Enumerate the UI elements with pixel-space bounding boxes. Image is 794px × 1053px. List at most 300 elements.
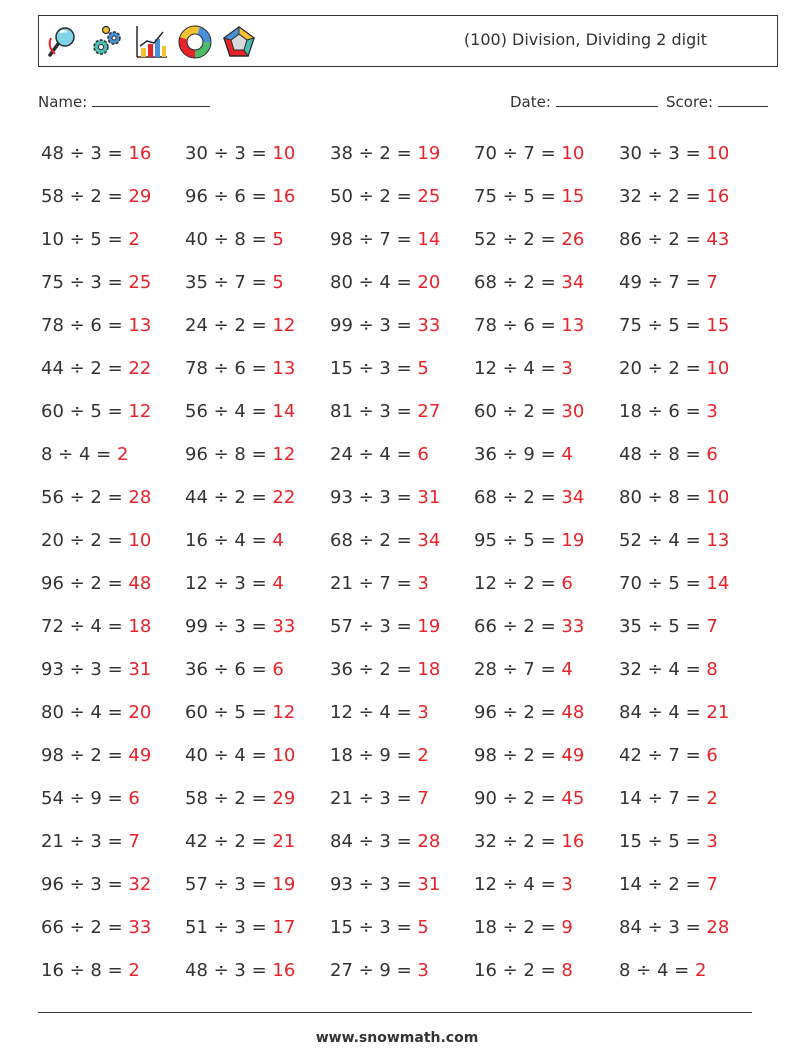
problem-item [330, 742, 429, 770]
problem-question: 18 ÷ 6 = [619, 401, 701, 422]
problem-item [619, 441, 718, 469]
problem-question: 12 ÷ 4 = [330, 702, 412, 723]
problem-question: 14 ÷ 7 = [619, 788, 701, 809]
problem-answer: 32 [128, 874, 152, 895]
problem-question: 66 ÷ 2 = [474, 616, 556, 637]
problem-answer: 12 [128, 401, 152, 422]
problem-item [330, 140, 440, 168]
problem-answer: 31 [128, 659, 152, 680]
problem-question: 48 ÷ 3 = [41, 143, 123, 164]
problem-item [330, 183, 440, 211]
problem-item [330, 785, 429, 813]
problem-answer: 26 [561, 229, 585, 250]
problem-question: 50 ÷ 2 = [330, 186, 412, 207]
problem-answer: 25 [417, 186, 441, 207]
problem-row [41, 441, 761, 484]
problem-answer: 6 [706, 745, 718, 766]
problem-item [185, 957, 295, 985]
problem-row [41, 699, 761, 742]
problem-answer: 28 [417, 831, 441, 852]
problem-answer: 5 [272, 229, 284, 250]
problem-item [185, 699, 295, 727]
problem-item [619, 183, 729, 211]
date-label: Date: [510, 93, 551, 111]
problem-item [185, 527, 284, 555]
problem-question: 75 ÷ 3 = [41, 272, 123, 293]
problem-answer: 7 [706, 272, 718, 293]
problem-question: 81 ÷ 3 = [330, 401, 412, 422]
problem-item [41, 527, 151, 555]
problem-item [619, 656, 718, 684]
problem-item [330, 269, 440, 297]
problem-item [619, 226, 729, 254]
problem-question: 95 ÷ 5 = [474, 530, 556, 551]
problem-question: 80 ÷ 8 = [619, 487, 701, 508]
problem-item [41, 570, 151, 598]
problem-answer: 13 [561, 315, 585, 336]
problem-item [185, 355, 295, 383]
problem-answer: 33 [128, 917, 152, 938]
problem-answer: 29 [128, 186, 152, 207]
problem-question: 54 ÷ 9 = [41, 788, 123, 809]
problem-answer: 14 [417, 229, 441, 250]
problem-question: 44 ÷ 2 = [185, 487, 267, 508]
problem-question: 66 ÷ 2 = [41, 917, 123, 938]
problem-question: 30 ÷ 3 = [185, 143, 267, 164]
problem-item [185, 312, 295, 340]
problem-answer: 2 [706, 788, 718, 809]
problem-question: 35 ÷ 7 = [185, 272, 267, 293]
problem-answer: 6 [561, 573, 573, 594]
name-line[interactable] [92, 92, 210, 107]
problem-question: 24 ÷ 2 = [185, 315, 267, 336]
growth-chart-icon [133, 24, 169, 60]
problem-question: 80 ÷ 4 = [330, 272, 412, 293]
problem-item [41, 957, 140, 985]
problem-row [41, 269, 761, 312]
problem-answer: 10 [272, 143, 296, 164]
problem-answer: 22 [128, 358, 152, 379]
problem-answer: 29 [272, 788, 296, 809]
problem-question: 72 ÷ 4 = [41, 616, 123, 637]
problem-question: 42 ÷ 2 = [185, 831, 267, 852]
problem-question: 99 ÷ 3 = [185, 616, 267, 637]
problem-question: 58 ÷ 2 = [185, 788, 267, 809]
score-label: Score: [666, 93, 714, 111]
problem-answer: 7 [706, 874, 718, 895]
problem-item [330, 355, 429, 383]
problem-row [41, 871, 761, 914]
problem-answer: 8 [706, 659, 718, 680]
problem-item [41, 699, 151, 727]
problem-answer: 12 [272, 444, 296, 465]
problem-answer: 3 [561, 874, 573, 895]
problem-item [185, 656, 284, 684]
problem-grid [41, 140, 761, 1000]
problem-item [330, 656, 440, 684]
problem-question: 10 ÷ 5 = [41, 229, 123, 250]
problem-question: 68 ÷ 2 = [474, 487, 556, 508]
problem-row [41, 828, 761, 871]
problem-item [41, 656, 151, 684]
problem-answer: 33 [272, 616, 296, 637]
problem-question: 48 ÷ 3 = [185, 960, 267, 981]
problem-question: 84 ÷ 3 = [330, 831, 412, 852]
problem-question: 58 ÷ 2 = [41, 186, 123, 207]
problem-answer: 3 [706, 831, 718, 852]
problem-question: 28 ÷ 7 = [474, 659, 556, 680]
problem-question: 99 ÷ 3 = [330, 315, 412, 336]
problem-answer: 45 [561, 788, 585, 809]
problem-question: 68 ÷ 2 = [330, 530, 412, 551]
footer-divider [38, 1012, 752, 1013]
problem-answer: 7 [706, 616, 718, 637]
problem-question: 96 ÷ 8 = [185, 444, 267, 465]
date-field[interactable] [510, 92, 658, 111]
problem-row [41, 140, 761, 183]
problem-question: 93 ÷ 3 = [330, 874, 412, 895]
problem-answer: 14 [706, 573, 730, 594]
problem-question: 12 ÷ 2 = [474, 573, 556, 594]
problem-question: 60 ÷ 2 = [474, 401, 556, 422]
problem-answer: 16 [561, 831, 585, 852]
problem-answer: 20 [128, 702, 152, 723]
score-field[interactable] [666, 92, 768, 111]
problem-question: 68 ÷ 2 = [474, 272, 556, 293]
problem-question: 78 ÷ 6 = [185, 358, 267, 379]
name-field[interactable] [38, 92, 210, 111]
worksheet-title: (100) Division, Dividing 2 digit [463, 30, 707, 49]
problem-answer: 5 [417, 917, 429, 938]
problem-question: 75 ÷ 5 = [619, 315, 701, 336]
problem-question: 18 ÷ 9 = [330, 745, 412, 766]
problem-answer: 3 [417, 573, 429, 594]
problem-question: 21 ÷ 3 = [330, 788, 412, 809]
problem-item [474, 613, 584, 641]
gears-icon [89, 24, 125, 60]
problem-item [474, 871, 573, 899]
problem-item [185, 269, 284, 297]
problem-item [185, 828, 295, 856]
problem-question: 14 ÷ 2 = [619, 874, 701, 895]
problem-item [330, 570, 429, 598]
problem-answer: 10 [706, 143, 730, 164]
problem-item [474, 742, 584, 770]
problem-question: 57 ÷ 3 = [330, 616, 412, 637]
problem-question: 60 ÷ 5 = [185, 702, 267, 723]
problem-item [41, 183, 151, 211]
name-label: Name: [38, 93, 88, 111]
problem-answer: 2 [417, 745, 429, 766]
problem-item [185, 398, 295, 426]
problem-item [619, 312, 729, 340]
problem-answer: 2 [116, 444, 129, 465]
problem-question: 40 ÷ 8 = [185, 229, 267, 250]
problem-question: 51 ÷ 3 = [185, 917, 267, 938]
problem-item [41, 140, 151, 168]
problem-question: 84 ÷ 3 = [619, 917, 701, 938]
donut-chart-icon [177, 24, 213, 60]
problem-item [619, 828, 718, 856]
problem-row [41, 484, 761, 527]
problem-question: 21 ÷ 7 = [330, 573, 412, 594]
problem-item [619, 484, 729, 512]
problem-item [185, 914, 295, 942]
problem-answer: 33 [561, 616, 585, 637]
problem-question: 38 ÷ 2 = [330, 143, 412, 164]
problem-question: 52 ÷ 2 = [474, 229, 556, 250]
problem-item [474, 441, 573, 469]
problem-answer: 4 [561, 659, 573, 680]
problem-question: 35 ÷ 5 = [619, 616, 701, 637]
problem-item [41, 914, 151, 942]
problem-item [474, 828, 584, 856]
problem-answer: 3 [417, 960, 429, 981]
problem-question: 15 ÷ 5 = [619, 831, 701, 852]
problem-answer: 34 [561, 272, 585, 293]
problem-item [474, 355, 573, 383]
problem-answer: 3 [561, 358, 573, 379]
problem-question: 93 ÷ 3 = [330, 487, 412, 508]
problem-item [474, 570, 573, 598]
problem-question: 48 ÷ 8 = [619, 444, 701, 465]
problem-row [41, 355, 761, 398]
problem-question: 40 ÷ 4 = [185, 745, 267, 766]
problem-row [41, 656, 761, 699]
problem-question: 21 ÷ 3 = [41, 831, 123, 852]
problem-item [41, 871, 151, 899]
problem-item [185, 226, 284, 254]
problem-question: 15 ÷ 3 = [330, 917, 412, 938]
problem-question: 98 ÷ 2 = [41, 745, 123, 766]
problem-question: 57 ÷ 3 = [185, 874, 267, 895]
problem-item [330, 226, 440, 254]
problem-item [330, 828, 440, 856]
problem-answer: 9 [561, 917, 573, 938]
problem-answer: 13 [272, 358, 296, 379]
problem-question: 80 ÷ 4 = [41, 702, 123, 723]
problem-question: 78 ÷ 6 = [41, 315, 123, 336]
problem-question: 8 ÷ 4 = [41, 444, 112, 465]
problem-item [619, 527, 729, 555]
problem-question: 49 ÷ 7 = [619, 272, 701, 293]
problem-answer: 20 [417, 272, 441, 293]
problem-answer: 15 [706, 315, 730, 336]
problem-question: 24 ÷ 4 = [330, 444, 412, 465]
problem-answer: 15 [561, 186, 585, 207]
problem-answer: 34 [417, 530, 441, 551]
problem-item [41, 226, 140, 254]
problem-answer: 5 [272, 272, 284, 293]
problem-answer: 49 [128, 745, 152, 766]
problem-question: 36 ÷ 9 = [474, 444, 556, 465]
problem-item [185, 441, 295, 469]
problem-item [619, 699, 729, 727]
problem-answer: 18 [128, 616, 152, 637]
problem-answer: 14 [272, 401, 296, 422]
problem-item [41, 742, 151, 770]
problem-answer: 22 [272, 487, 296, 508]
problem-question: 70 ÷ 7 = [474, 143, 556, 164]
problem-answer: 31 [417, 874, 441, 895]
problem-answer: 3 [417, 702, 429, 723]
problem-answer: 10 [706, 358, 730, 379]
problem-answer: 19 [272, 874, 296, 895]
problem-answer: 25 [128, 272, 152, 293]
problem-item [474, 484, 584, 512]
problem-item [474, 226, 584, 254]
problem-item [474, 140, 584, 168]
problem-answer: 6 [417, 444, 429, 465]
problem-question: 96 ÷ 2 = [474, 702, 556, 723]
problem-answer: 18 [417, 659, 441, 680]
score-line[interactable] [718, 92, 768, 107]
problem-item [619, 269, 718, 297]
problem-question: 16 ÷ 2 = [474, 960, 556, 981]
problem-row [41, 957, 761, 1000]
problem-item [619, 871, 718, 899]
problem-answer: 30 [561, 401, 585, 422]
problem-question: 32 ÷ 2 = [474, 831, 556, 852]
problem-question: 93 ÷ 3 = [41, 659, 123, 680]
problem-item [41, 312, 151, 340]
problem-answer: 6 [272, 659, 284, 680]
problem-answer: 13 [128, 315, 152, 336]
pentagon-icon [221, 24, 257, 60]
problem-question: 75 ÷ 5 = [474, 186, 556, 207]
problem-answer: 16 [272, 186, 296, 207]
problem-answer: 17 [272, 917, 296, 938]
problem-answer: 19 [417, 143, 441, 164]
problem-question: 27 ÷ 9 = [330, 960, 412, 981]
problem-question: 18 ÷ 2 = [474, 917, 556, 938]
problem-question: 30 ÷ 3 = [619, 143, 701, 164]
problem-answer: 10 [706, 487, 730, 508]
problem-question: 44 ÷ 2 = [41, 358, 123, 379]
problem-question: 32 ÷ 4 = [619, 659, 701, 680]
problem-item [185, 140, 295, 168]
problem-answer: 4 [272, 573, 284, 594]
problem-question: 20 ÷ 2 = [41, 530, 123, 551]
problem-item [330, 871, 440, 899]
problem-answer: 8 [561, 960, 573, 981]
problem-question: 20 ÷ 2 = [619, 358, 701, 379]
problem-answer: 10 [272, 745, 296, 766]
problem-item [41, 828, 140, 856]
problem-answer: 7 [128, 831, 140, 852]
problem-item [185, 871, 295, 899]
problem-answer: 16 [128, 143, 152, 164]
date-line[interactable] [556, 92, 658, 107]
problem-answer: 7 [417, 788, 429, 809]
problem-answer: 31 [417, 487, 441, 508]
problem-question: 86 ÷ 2 = [619, 229, 701, 250]
problem-answer: 48 [128, 573, 152, 594]
problem-row [41, 183, 761, 226]
problem-item [41, 355, 151, 383]
problem-item [41, 613, 151, 641]
problem-answer: 10 [128, 530, 152, 551]
problem-question: 16 ÷ 4 = [185, 530, 267, 551]
problem-row [41, 785, 761, 828]
problem-item [619, 613, 718, 641]
problem-question: 42 ÷ 7 = [619, 745, 701, 766]
problem-row [41, 527, 761, 570]
magnifier-icon [45, 24, 81, 60]
problem-item [474, 527, 584, 555]
problem-answer: 19 [561, 530, 585, 551]
problem-row [41, 570, 761, 613]
problem-item [474, 183, 584, 211]
problem-item [330, 312, 440, 340]
problem-answer: 16 [706, 186, 730, 207]
problem-item [330, 699, 429, 727]
problem-item [474, 957, 573, 985]
problem-item [474, 785, 584, 813]
problem-question: 52 ÷ 4 = [619, 530, 701, 551]
header-icons [45, 22, 265, 62]
problem-answer: 4 [272, 530, 284, 551]
problem-item [330, 957, 429, 985]
problem-row [41, 312, 761, 355]
problem-answer: 2 [128, 960, 140, 981]
problem-item [619, 570, 729, 598]
problem-question: 12 ÷ 4 = [474, 358, 556, 379]
problem-question: 36 ÷ 2 = [330, 659, 412, 680]
problem-item [41, 484, 151, 512]
problem-answer: 5 [417, 358, 429, 379]
problem-row [41, 613, 761, 656]
problem-question: 12 ÷ 3 = [185, 573, 267, 594]
problem-item [619, 140, 729, 168]
problem-answer: 4 [561, 444, 573, 465]
problem-item [185, 785, 295, 813]
footer-website: www.snowmath.com [315, 1030, 479, 1046]
problem-question: 15 ÷ 3 = [330, 358, 412, 379]
problem-item [474, 398, 584, 426]
problem-row [41, 742, 761, 785]
problem-question: 90 ÷ 2 = [474, 788, 556, 809]
problem-item [619, 957, 706, 985]
problem-question: 12 ÷ 4 = [474, 874, 556, 895]
problem-item [474, 656, 573, 684]
problem-item [41, 441, 128, 469]
problem-item [474, 914, 573, 942]
problem-answer: 16 [272, 960, 296, 981]
problem-item [185, 183, 295, 211]
problem-item [474, 312, 584, 340]
problem-answer: 12 [272, 315, 296, 336]
problem-item [330, 527, 440, 555]
problem-item [185, 613, 295, 641]
problem-question: 96 ÷ 6 = [185, 186, 267, 207]
problem-row [41, 914, 761, 957]
problem-question: 36 ÷ 6 = [185, 659, 267, 680]
problem-answer: 2 [128, 229, 140, 250]
problem-answer: 6 [128, 788, 140, 809]
problem-item [474, 269, 584, 297]
problem-item [619, 355, 729, 383]
problem-item [41, 269, 151, 297]
problem-item [619, 742, 718, 770]
problem-answer: 43 [706, 229, 730, 250]
problem-answer: 10 [561, 143, 585, 164]
problem-answer: 12 [272, 702, 296, 723]
problem-answer: 13 [706, 530, 730, 551]
problem-answer: 27 [417, 401, 441, 422]
problem-answer: 48 [561, 702, 585, 723]
problem-question: 98 ÷ 2 = [474, 745, 556, 766]
